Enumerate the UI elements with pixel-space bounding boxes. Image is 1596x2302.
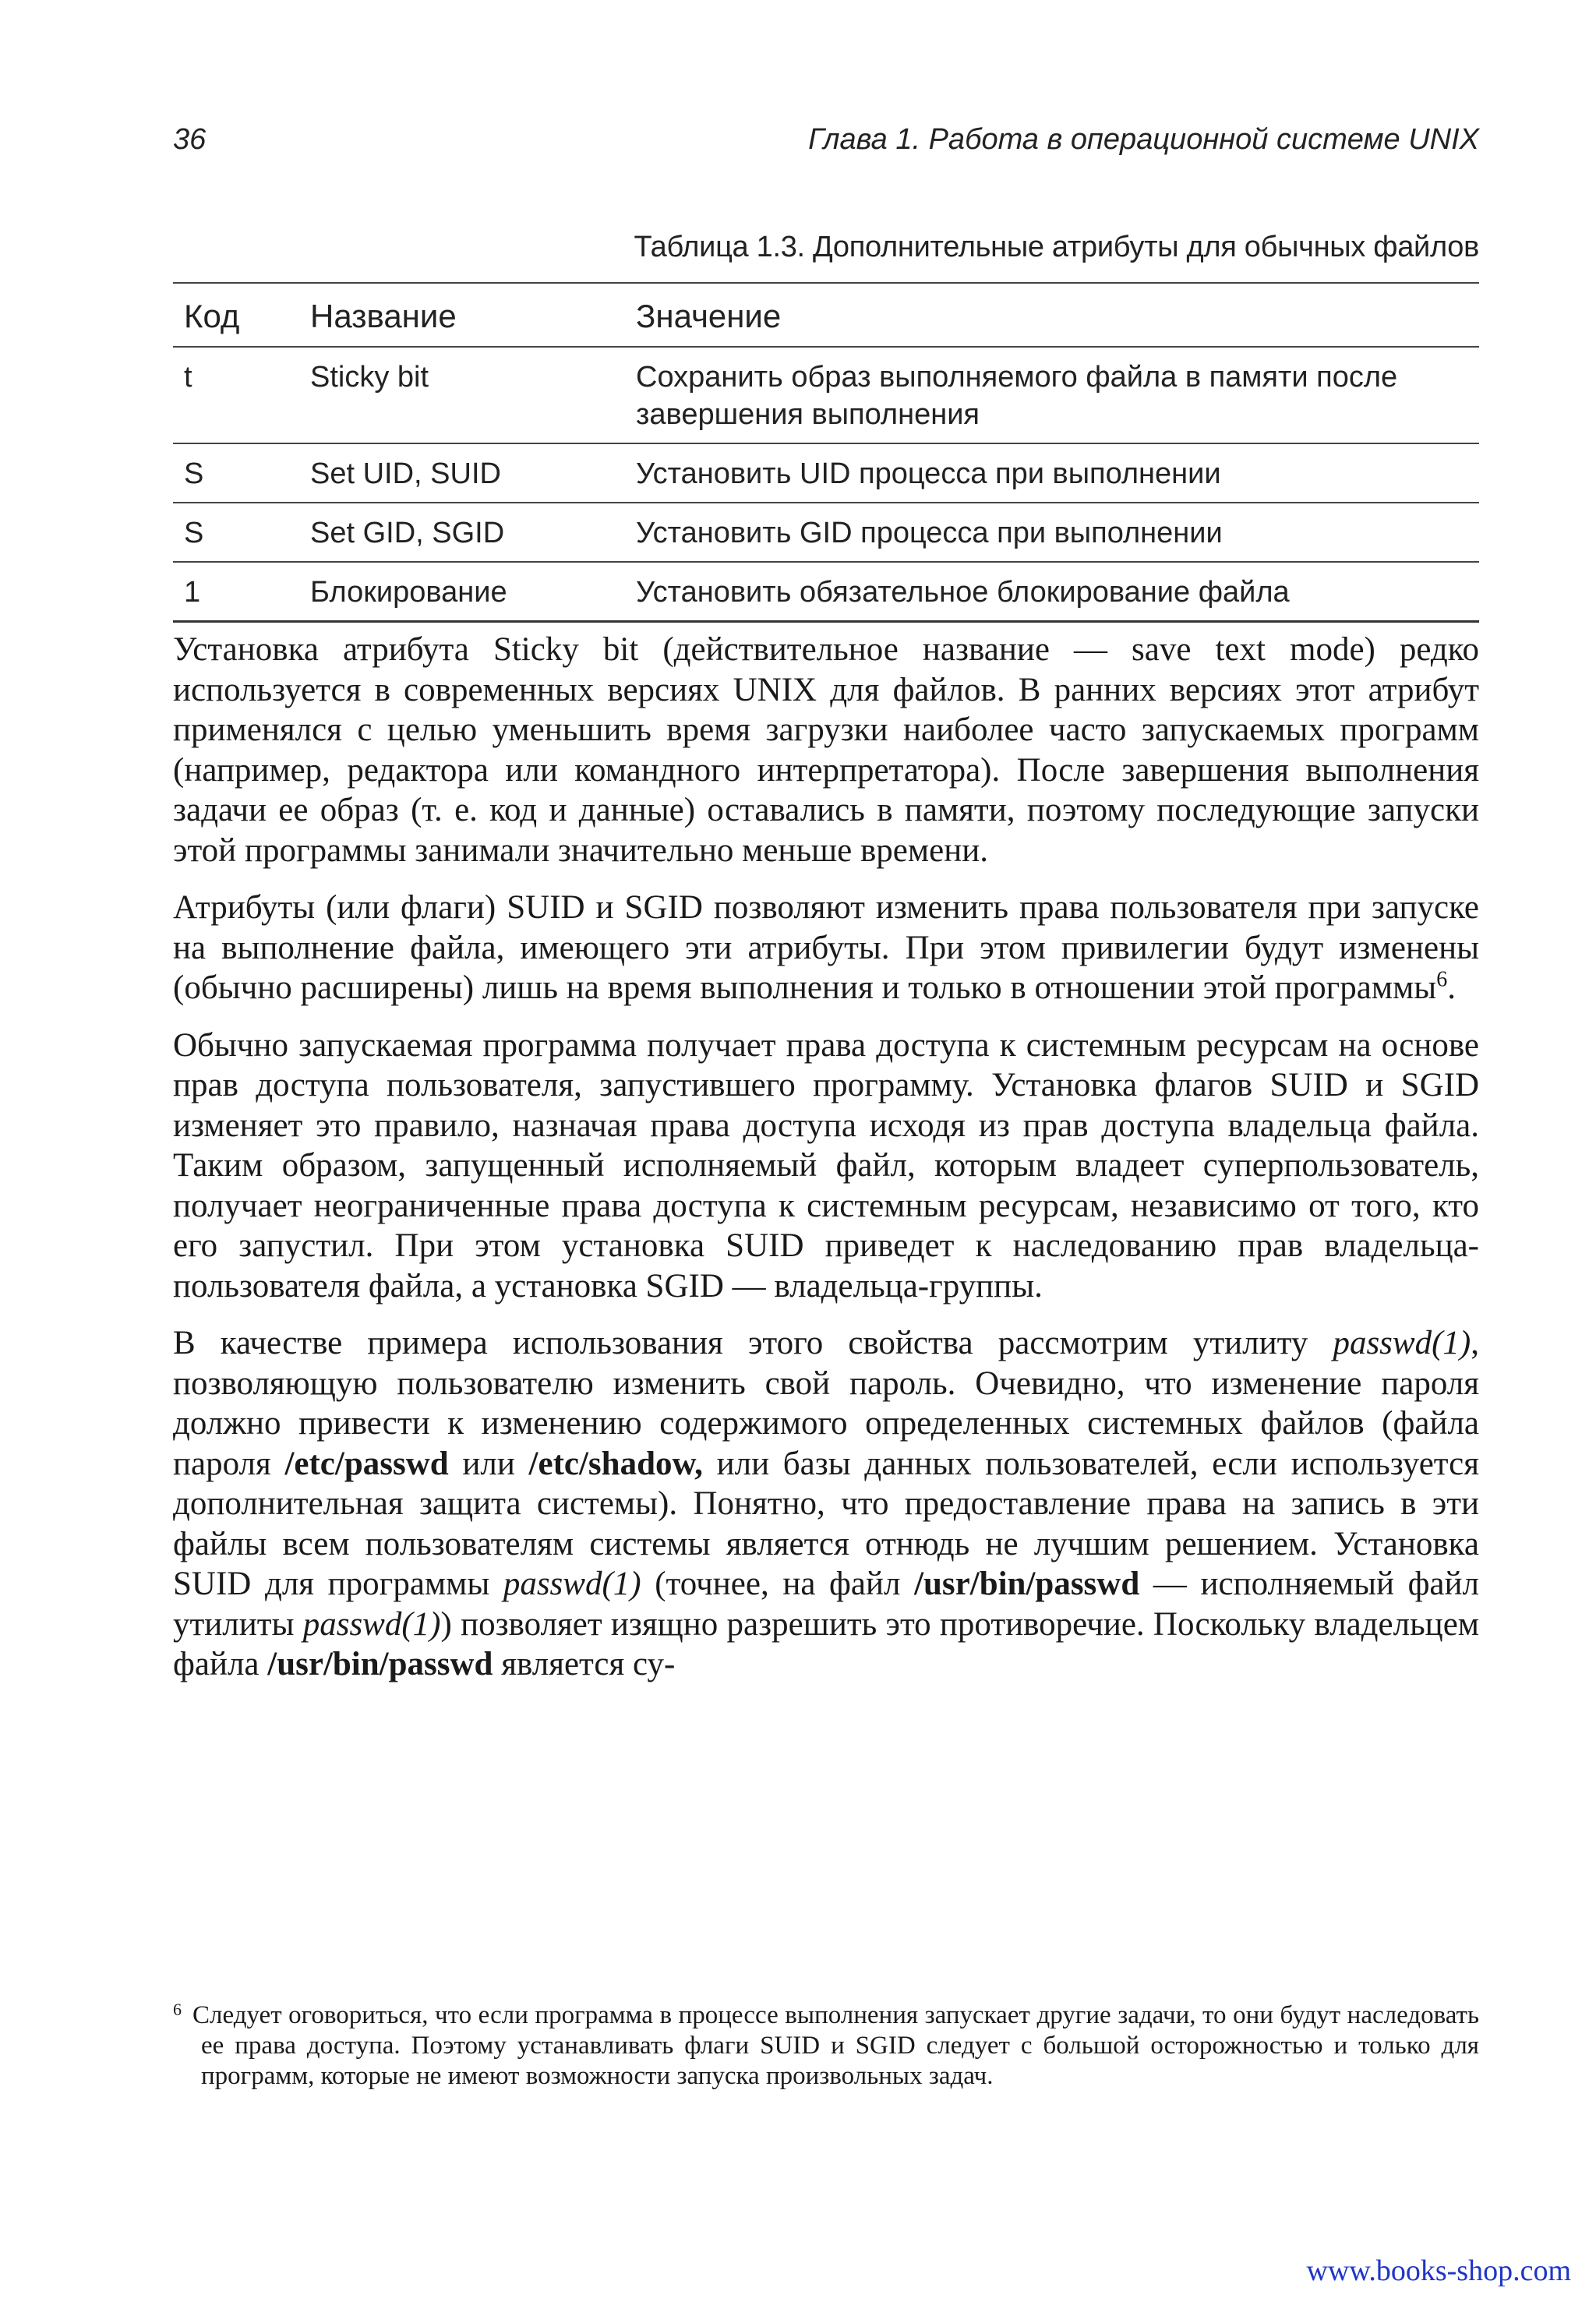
text-run: В качестве примера использования этого свойства рассмотрим утилиту: [173, 1325, 1333, 1361]
cell-code: S: [173, 503, 310, 562]
footnote-text: Следует оговориться, что если программа в процессе выполнения запускает другие задачи, то они будут наследовать ее права доступа. Поэтому устанавливать флаги SUID и SGID следует с большой осторожностью и только для программ, которые не имеют возможности запуска произвольных задач.: [192, 2001, 1479, 2090]
table-header-row: [173, 283, 1479, 347]
cell-code: 1: [173, 562, 310, 622]
file-path: /etc/passwd: [284, 1445, 449, 1482]
column-header-code: Код: [173, 283, 310, 347]
paragraph-suid-sgid: [173, 888, 1479, 1008]
command-name: passwd(1): [1333, 1325, 1471, 1361]
footnote-number: 6: [173, 2000, 182, 2019]
text-run: является су-: [493, 1646, 676, 1682]
attributes-table: [173, 282, 1479, 623]
chapter-title: Глава 1. Работа в операционной системе UNIX: [808, 123, 1479, 156]
page-header: [173, 123, 1479, 170]
table-row: [173, 443, 1479, 503]
cell-name: Блокирование: [310, 562, 636, 622]
file-path: /etc/shadow,: [528, 1445, 703, 1482]
cell-description: Установить GID процесса при выполнении: [636, 503, 1479, 562]
footnote: [173, 2000, 1479, 2092]
cell-description: Установить обязательное блокирование файла: [636, 562, 1479, 622]
cell-name: Set GID, SGID: [310, 503, 636, 562]
table-row: [173, 503, 1479, 562]
paragraph-access-rights: Обычно запускаемая программа получает права доступа к системным ресурсам на основе прав доступа пользователя, запустившего программу. Установка флагов SUID и SGID изменяет это правило, назначая права доступа исходя из прав доступа владельца файла. Таким образом, запущенный исполняемый файл, которым владеет суперпользователь, получает неограниченные права доступа к системным ресурсам, независимо от того, кто его запустил. При этом установка SUID приведет к наследованию прав владельца-пользователя файла, а установка SGID — владельца-группы.: [173, 1026, 1479, 1305]
text-run: , позволяющую пользователю изменить свой пароль. Очевидно, что изменение пароля должно привести к изменению содержимого определенных системных файлов (файла пароля: [173, 1325, 1479, 1482]
paragraph-sticky-bit: Установка атрибута Sticky bit (действительное название — save text mode) редко используется в современных версиях UNIX для файлов. В ранних версиях этот атрибут применялся с целью уменьшить время загрузки наиболее часто запускаемых программ (например, редактора или командного интерпретатора). После завершения выполнения задачи ее образ (т. е. код и данные) оставались в памяти, поэтому последующие запуски этой программы занимали значительно меньше времени.: [173, 631, 1479, 869]
paragraph-text: Атрибуты (или флаги) SUID и SGID позволяют изменить права пользователя при запуске на выполнение файла, имеющего эти атрибуты. При этом привилегии будут изменены (обычно расширены) лишь на время выполнения и только в отношении этой программы: [173, 889, 1479, 1006]
table-row: [173, 347, 1479, 443]
watermark-link[interactable]: www.books-shop.com: [1306, 2254, 1571, 2287]
page-number: 36: [173, 123, 207, 156]
text-run: или базы данных пользователей, если используется дополнительная защита системы). Понятно, что предоставление права на запись в эти файлы всем пользователям системы является отнюдь не лучшим решением. Установка SUID для программы: [173, 1445, 1479, 1602]
cell-code: S: [173, 443, 310, 503]
text-run: — исполняемый файл утилиты: [173, 1566, 1479, 1643]
file-path: /usr/bin/passwd: [267, 1646, 493, 1682]
text-run: или: [448, 1445, 529, 1482]
column-header-name: Название: [310, 283, 636, 347]
command-name: passwd(1): [503, 1566, 641, 1602]
table-caption: Таблица 1.3. Дополнительные атрибуты для обычных файлов: [634, 231, 1479, 263]
text-run: (точнее, на файл: [641, 1566, 915, 1602]
body-text: [173, 630, 1479, 1702]
paragraph-passwd-example: [173, 1323, 1479, 1685]
column-header-description: Значение: [636, 283, 1479, 347]
cell-code: t: [173, 347, 310, 443]
file-path: /usr/bin/passwd: [914, 1566, 1140, 1602]
command-name: passwd(1): [302, 1605, 441, 1643]
cell-description: Установить UID процесса при выполнении: [636, 443, 1479, 503]
cell-name: Set UID, SUID: [310, 443, 636, 503]
table-row: [173, 562, 1479, 622]
cell-description: Сохранить образ выполняемого файла в памяти после завершения выполнения: [636, 347, 1479, 443]
paragraph-end: .: [1447, 969, 1456, 1006]
cell-name: Sticky bit: [310, 347, 636, 443]
footnote-reference: 6: [1436, 967, 1448, 992]
text-run: ) позволяет изящно разрешить это противоречие. Поскольку владельцем файла: [173, 1605, 1479, 1682]
